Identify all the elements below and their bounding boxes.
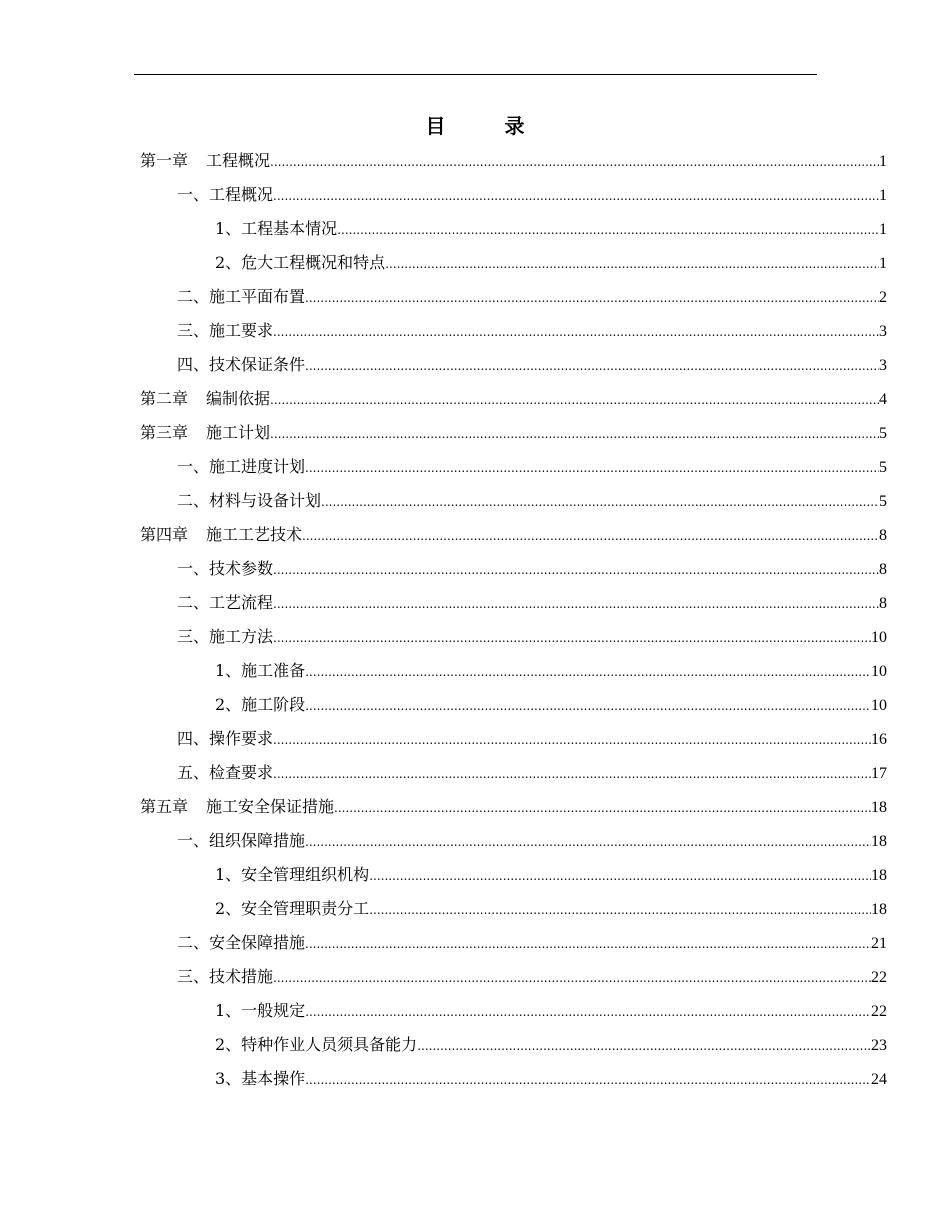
toc-page-number: 22 (871, 969, 887, 986)
toc-dot-leader (385, 247, 879, 281)
toc-dot-leader (305, 451, 879, 485)
toc-dot-leader (273, 723, 871, 757)
toc-dot-leader (369, 859, 871, 893)
header-rule (134, 74, 817, 75)
toc-entry-text (177, 450, 305, 484)
toc-entry-label: 2、特种作业人员须具备能力 (215, 1035, 418, 1054)
toc-entry-label: 一、施工进度计划 (177, 457, 306, 476)
toc-entry-text (177, 484, 321, 518)
toc-entry-text (215, 688, 305, 722)
toc-entry[interactable] (140, 688, 887, 722)
toc-page-number: 8 (879, 595, 887, 612)
toc-entry[interactable] (140, 790, 887, 824)
toc-entry-label: 三、技术措施 (177, 967, 274, 986)
toc-entry-text (177, 178, 273, 212)
toc-entry-text (140, 144, 270, 178)
toc-entry-text (215, 212, 337, 246)
toc-entry-label: 2、施工阶段 (215, 695, 306, 714)
toc-entry[interactable] (140, 756, 887, 790)
toc-entry-label: 一、组织保障措施 (177, 831, 306, 850)
toc-dot-leader (334, 791, 871, 825)
toc-chapter-number: 第四章 (140, 525, 189, 544)
toc-dot-leader (305, 349, 879, 383)
toc-dot-leader (270, 145, 879, 179)
toc-entry[interactable] (140, 722, 887, 756)
toc-dot-leader (369, 893, 871, 927)
toc-page-number: 1 (879, 187, 887, 204)
toc-page-number: 5 (879, 459, 887, 476)
toc-entry-text (177, 314, 273, 348)
toc-page-number: 18 (871, 901, 887, 918)
toc-dot-leader (273, 587, 879, 621)
toc-entry-text (140, 382, 270, 416)
toc-entry[interactable] (140, 926, 887, 960)
toc-entry[interactable] (140, 892, 887, 926)
toc-entry[interactable] (140, 654, 887, 688)
toc-entry-text (215, 994, 305, 1028)
toc-entry-text (177, 280, 305, 314)
toc-page-number: 22 (871, 1003, 887, 1020)
toc-entry[interactable] (140, 416, 887, 450)
toc-entry-label: 工程概况 (206, 151, 271, 170)
toc-chapter-number: 第三章 (140, 423, 189, 442)
toc-page-number: 10 (871, 663, 887, 680)
toc-entry-label: 二、材料与设备计划 (177, 491, 322, 510)
toc-entry-text (215, 1062, 305, 1096)
toc-page-number: 4 (879, 391, 887, 408)
toc-entry-text (177, 824, 305, 858)
toc-page-number: 24 (871, 1071, 887, 1088)
toc-entry-label: 五、检查要求 (177, 763, 274, 782)
toc-entry[interactable] (140, 450, 887, 484)
toc-entry[interactable] (140, 858, 887, 892)
toc-entry[interactable] (140, 314, 887, 348)
toc-page-number: 18 (871, 833, 887, 850)
toc-entry-text (177, 552, 273, 586)
toc-entry-text (215, 246, 385, 280)
toc-entry-label: 一、技术参数 (177, 559, 274, 578)
toc-dot-leader (273, 315, 879, 349)
toc-entry-label: 1、安全管理组织机构 (215, 865, 370, 884)
toc-entry-text (177, 586, 273, 620)
toc-entry-text (215, 858, 369, 892)
toc-entry-label: 1、施工准备 (215, 661, 306, 680)
toc-entry-text (215, 654, 305, 688)
toc-entry[interactable] (140, 382, 887, 416)
toc-dot-leader (305, 655, 871, 689)
toc-chapter-number: 第二章 (140, 389, 189, 408)
toc-dot-leader (273, 179, 879, 213)
toc-entry[interactable] (140, 518, 887, 552)
toc-page-number: 3 (879, 323, 887, 340)
toc-page-number: 8 (879, 561, 887, 578)
toc-entry[interactable] (140, 212, 887, 246)
toc-entry[interactable] (140, 144, 887, 178)
toc-entry-label: 四、操作要求 (177, 729, 274, 748)
toc-entry-label: 1、一般规定 (215, 1001, 306, 1020)
toc-dot-leader (270, 417, 879, 451)
toc-entry-text (215, 892, 369, 926)
toc-entry-text (177, 722, 273, 756)
toc-dot-leader (273, 553, 879, 587)
toc-entry-text (140, 790, 334, 824)
toc-entry-text (177, 926, 305, 960)
toc-entry[interactable] (140, 824, 887, 858)
toc-dot-leader (305, 1063, 871, 1097)
toc-page-number: 10 (871, 697, 887, 714)
toc-dot-leader (302, 519, 879, 553)
toc-entry[interactable] (140, 1028, 887, 1062)
toc-entry-label: 二、安全保障措施 (177, 933, 306, 952)
toc-entry-label: 施工工艺技术 (206, 525, 303, 544)
toc-entry-label: 施工安全保证措施 (206, 797, 335, 816)
toc-page-number: 18 (871, 867, 887, 884)
toc-dot-leader (305, 927, 871, 961)
toc-entry[interactable] (140, 994, 887, 1028)
toc-dot-leader (273, 621, 871, 655)
toc-entry[interactable] (140, 484, 887, 518)
toc-page-number: 1 (879, 255, 887, 272)
toc-dot-leader (305, 689, 871, 723)
toc-entry-label: 施工计划 (206, 423, 271, 442)
toc-dot-leader (337, 213, 879, 247)
toc-page-number: 1 (879, 221, 887, 238)
toc-page-number: 18 (871, 799, 887, 816)
toc-page-number: 23 (871, 1037, 887, 1054)
toc-entry[interactable] (140, 348, 887, 382)
toc-page-number: 3 (879, 357, 887, 374)
toc-entry[interactable] (140, 1062, 887, 1096)
toc-page-number: 1 (879, 153, 887, 170)
toc-page-number: 17 (871, 765, 887, 782)
toc-page-number: 21 (871, 935, 887, 952)
toc-chapter-number: 第一章 (140, 151, 189, 170)
toc-dot-leader (321, 485, 879, 519)
toc-entry-text (177, 756, 273, 790)
toc-entry[interactable] (140, 246, 887, 280)
toc-entry[interactable] (140, 552, 887, 586)
toc-dot-leader (305, 281, 879, 315)
toc-dot-leader (417, 1029, 871, 1063)
toc-entry-label: 2、危大工程概况和特点 (215, 253, 386, 272)
toc-page-number: 2 (879, 289, 887, 306)
toc-entry[interactable] (140, 960, 887, 994)
toc-dot-leader (270, 383, 879, 417)
toc-entry[interactable] (140, 586, 887, 620)
toc-entry-label: 二、工艺流程 (177, 593, 274, 612)
toc-entry-label: 三、施工方法 (177, 627, 274, 646)
toc-entry-text (177, 348, 305, 382)
toc-entry-text (215, 1028, 417, 1062)
toc-entry-label: 四、技术保证条件 (177, 355, 306, 374)
toc-entry[interactable] (140, 280, 887, 314)
toc-entry-label: 2、安全管理职责分工 (215, 899, 370, 918)
toc-entry-label: 编制依据 (206, 389, 271, 408)
toc-page-number: 5 (879, 425, 887, 442)
toc-entry-label: 二、施工平面布置 (177, 287, 306, 306)
toc-entry-label: 三、施工要求 (177, 321, 274, 340)
toc-page-number: 10 (871, 629, 887, 646)
table-of-contents (140, 144, 887, 1096)
toc-title: 目 录 (425, 114, 551, 138)
toc-entry-label: 1、工程基本情况 (215, 219, 338, 238)
toc-page-number: 16 (871, 731, 887, 748)
toc-dot-leader (305, 825, 871, 859)
toc-page-number: 5 (879, 493, 887, 510)
toc-entry[interactable] (140, 178, 887, 212)
toc-page-number: 8 (879, 527, 887, 544)
toc-entry[interactable] (140, 620, 887, 654)
toc-chapter-number: 第五章 (140, 797, 189, 816)
toc-dot-leader (273, 757, 871, 791)
toc-entry-text (140, 416, 270, 450)
toc-entry-label: 3、基本操作 (215, 1069, 306, 1088)
toc-entry-text (177, 620, 273, 654)
toc-dot-leader (273, 961, 871, 995)
toc-dot-leader (305, 995, 871, 1029)
toc-entry-text (177, 960, 273, 994)
toc-entry-text (140, 518, 302, 552)
toc-entry-label: 一、工程概况 (177, 185, 274, 204)
